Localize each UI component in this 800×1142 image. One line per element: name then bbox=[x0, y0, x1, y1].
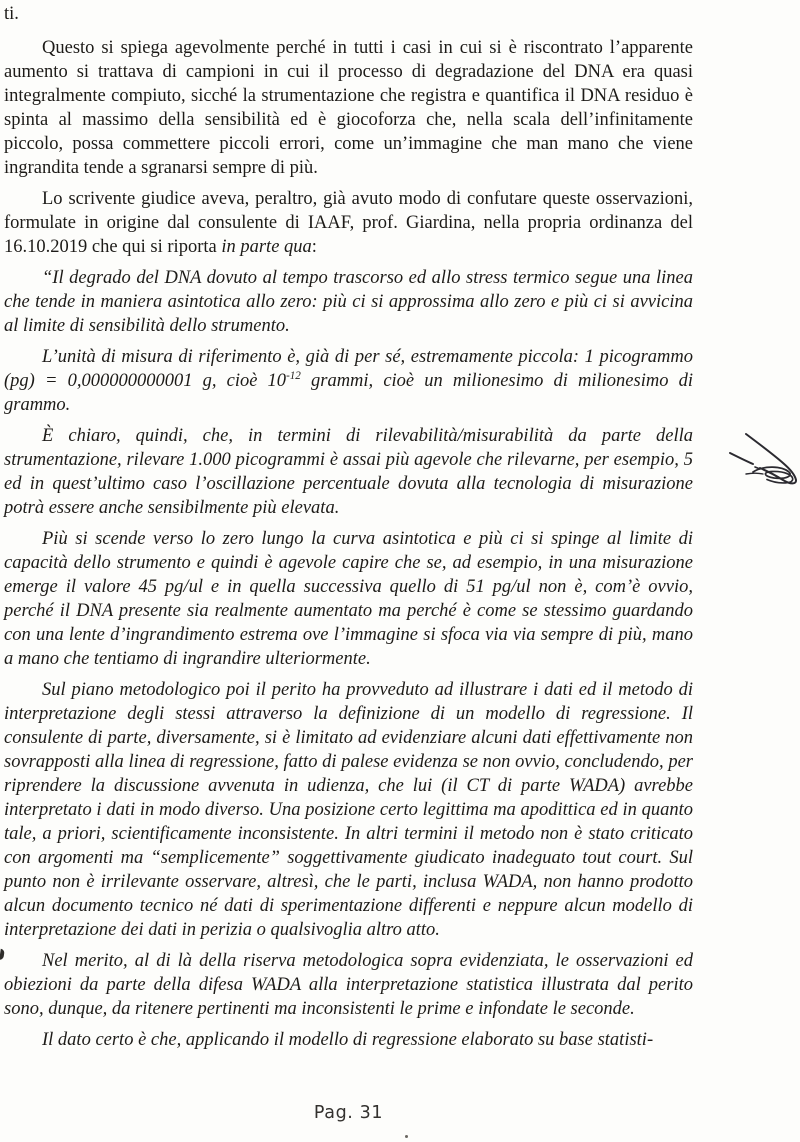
quote-detectability: È chiaro, quindi, che, in termini di rilevabilità/misurabilità da parte della strumentazione, rilevare 1.000 picogrammi è assai più agevole che rilevarne, per esempio, 5 ed in quest’ultimo caso l’oscillazione percentuale dovuta alla tecnologia di misurazione potrà essere anche sensibilmente più elevata. bbox=[4, 426, 693, 518]
quote-methodology: Sul piano metodologico poi il perito ha provveduto ad illustrare i dati ed il metodo di interpretazione degli stessi attraverso la definizione di un modello di regressione. Il consulente di parte, diversamente, si è limitato ad evidenziare alcuni dati effettivamente non sovrapposti alla linea di regressione, fatto di palese evidenza se non ovvio, concludendo, per riprendere la discussione avvenuta in udienza, che lui (il CT di parte WADA) avrebbe interpretato i dati in modo diverso. Una posizione certo legittima ma apodittica ed in quanto tale, a priori, scientificamente inconsistente. In altri termini il metodo non è stato criticato con argomenti ma “semplicemente” soggettivamente giudicato inadeguato tout court. Sul punto non è irrilevante osservare, altresì, che le parti, inclusa WADA, non hanno prodotto alcun documento tecnico né dati di sperimentazione differenti e neppure alcun modello di interpretazione dei dati in perizia o qualsivoglia altro atto. bbox=[4, 680, 693, 940]
quote-merits: Nel merito, al di là della riserva metodologica sopra evidenziata, le osservazioni ed obiezioni da parte della difesa WADA alla interpretazione statistica illustrata dal perito sono, dunque, da ritenere pertinenti ma inconsistenti le prime e infondate le seconde. bbox=[4, 951, 693, 1019]
handwritten-signature-mark bbox=[726, 427, 800, 497]
page-footer bbox=[4, 1103, 693, 1123]
quote-asymptotic-curve: Più si scende verso lo zero lungo la curva asintotica e più ci si spinge al limite di capacità dello strumento e quindi è agevole capire che se, ad esempio, in una misurazione emerge il valore 45 pg/ul e in quella successiva quello di 51 pg/ul non è, com’è ovvio, perché il DNA presente sia realmente aumentato ma perché è come se stessimo guardando con una lente d’ingrandimento estrema ove l’immagine si sfoca via via sempre di più, mano a mano che tentiamo di ingrandire ulteriormente. bbox=[4, 529, 693, 669]
page-number-label: Pag. 31 bbox=[313, 1103, 384, 1123]
carryover-text bbox=[4, 2, 693, 26]
paragraph-judge-refutation bbox=[4, 187, 693, 259]
quote-unit-of-measure-before: L’unità di misura di riferimento è, già di per sé, estremamente piccola: 1 picogrammo (pg) = 0,000000000001 g, cioè 10 bbox=[4, 347, 693, 391]
paragraph-apparent-increase: Questo si spiega agevolmente perché in tutti i casi in cui si è riscontrato l’apparente aumento si trattava di campioni in cui il processo di degradazione del DNA era quasi integralmente compiuto, sicché la strumentazione che registra e quantifica il DNA residuo è spinta al massimo della sensibilità ed è giocoforza che, nella scala dell’infinitamente piccolo, possa commettere piccoli errori, come un’immagine che man mano che viene ingrandita tende a sgranarsi sempre di più. bbox=[4, 38, 693, 178]
carryover-fragment: ti. bbox=[4, 4, 19, 24]
quote-dna-degradation: “Il degrado del DNA dovuto al tempo trascorso ed allo stress termico segue una linea che tende in maniera asintotica allo zero: più ci si approssima allo zero e più ci si avvicina al limite di sensibilità dello strumento. bbox=[4, 268, 693, 336]
scan-text-block bbox=[4, 2, 693, 1059]
scan-dot-artifact bbox=[405, 1135, 408, 1138]
exponent-superscript: -12 bbox=[286, 369, 301, 382]
quote-regression-open: Il dato certo è che, applicando il modello di regressione elaborato su base statisti- bbox=[42, 1030, 654, 1050]
quote-unit-of-measure-after: grammi, cioè un milionesimo di milionesimo di grammo. bbox=[4, 371, 693, 415]
paragraph-judge-refutation-main: Lo scrivente giudice aveva, peraltro, già avuto modo di confutare queste osservazioni, formulate in origine dal consulente di IAAF, prof. Giardina, nella propria ordinanza del 16.10.2019 che qui si riporta bbox=[4, 189, 693, 257]
paragraph-judge-refutation-tail: : bbox=[311, 237, 317, 257]
quote-unit-of-measure bbox=[4, 345, 693, 417]
latin-phrase: in parte qua bbox=[221, 237, 312, 257]
